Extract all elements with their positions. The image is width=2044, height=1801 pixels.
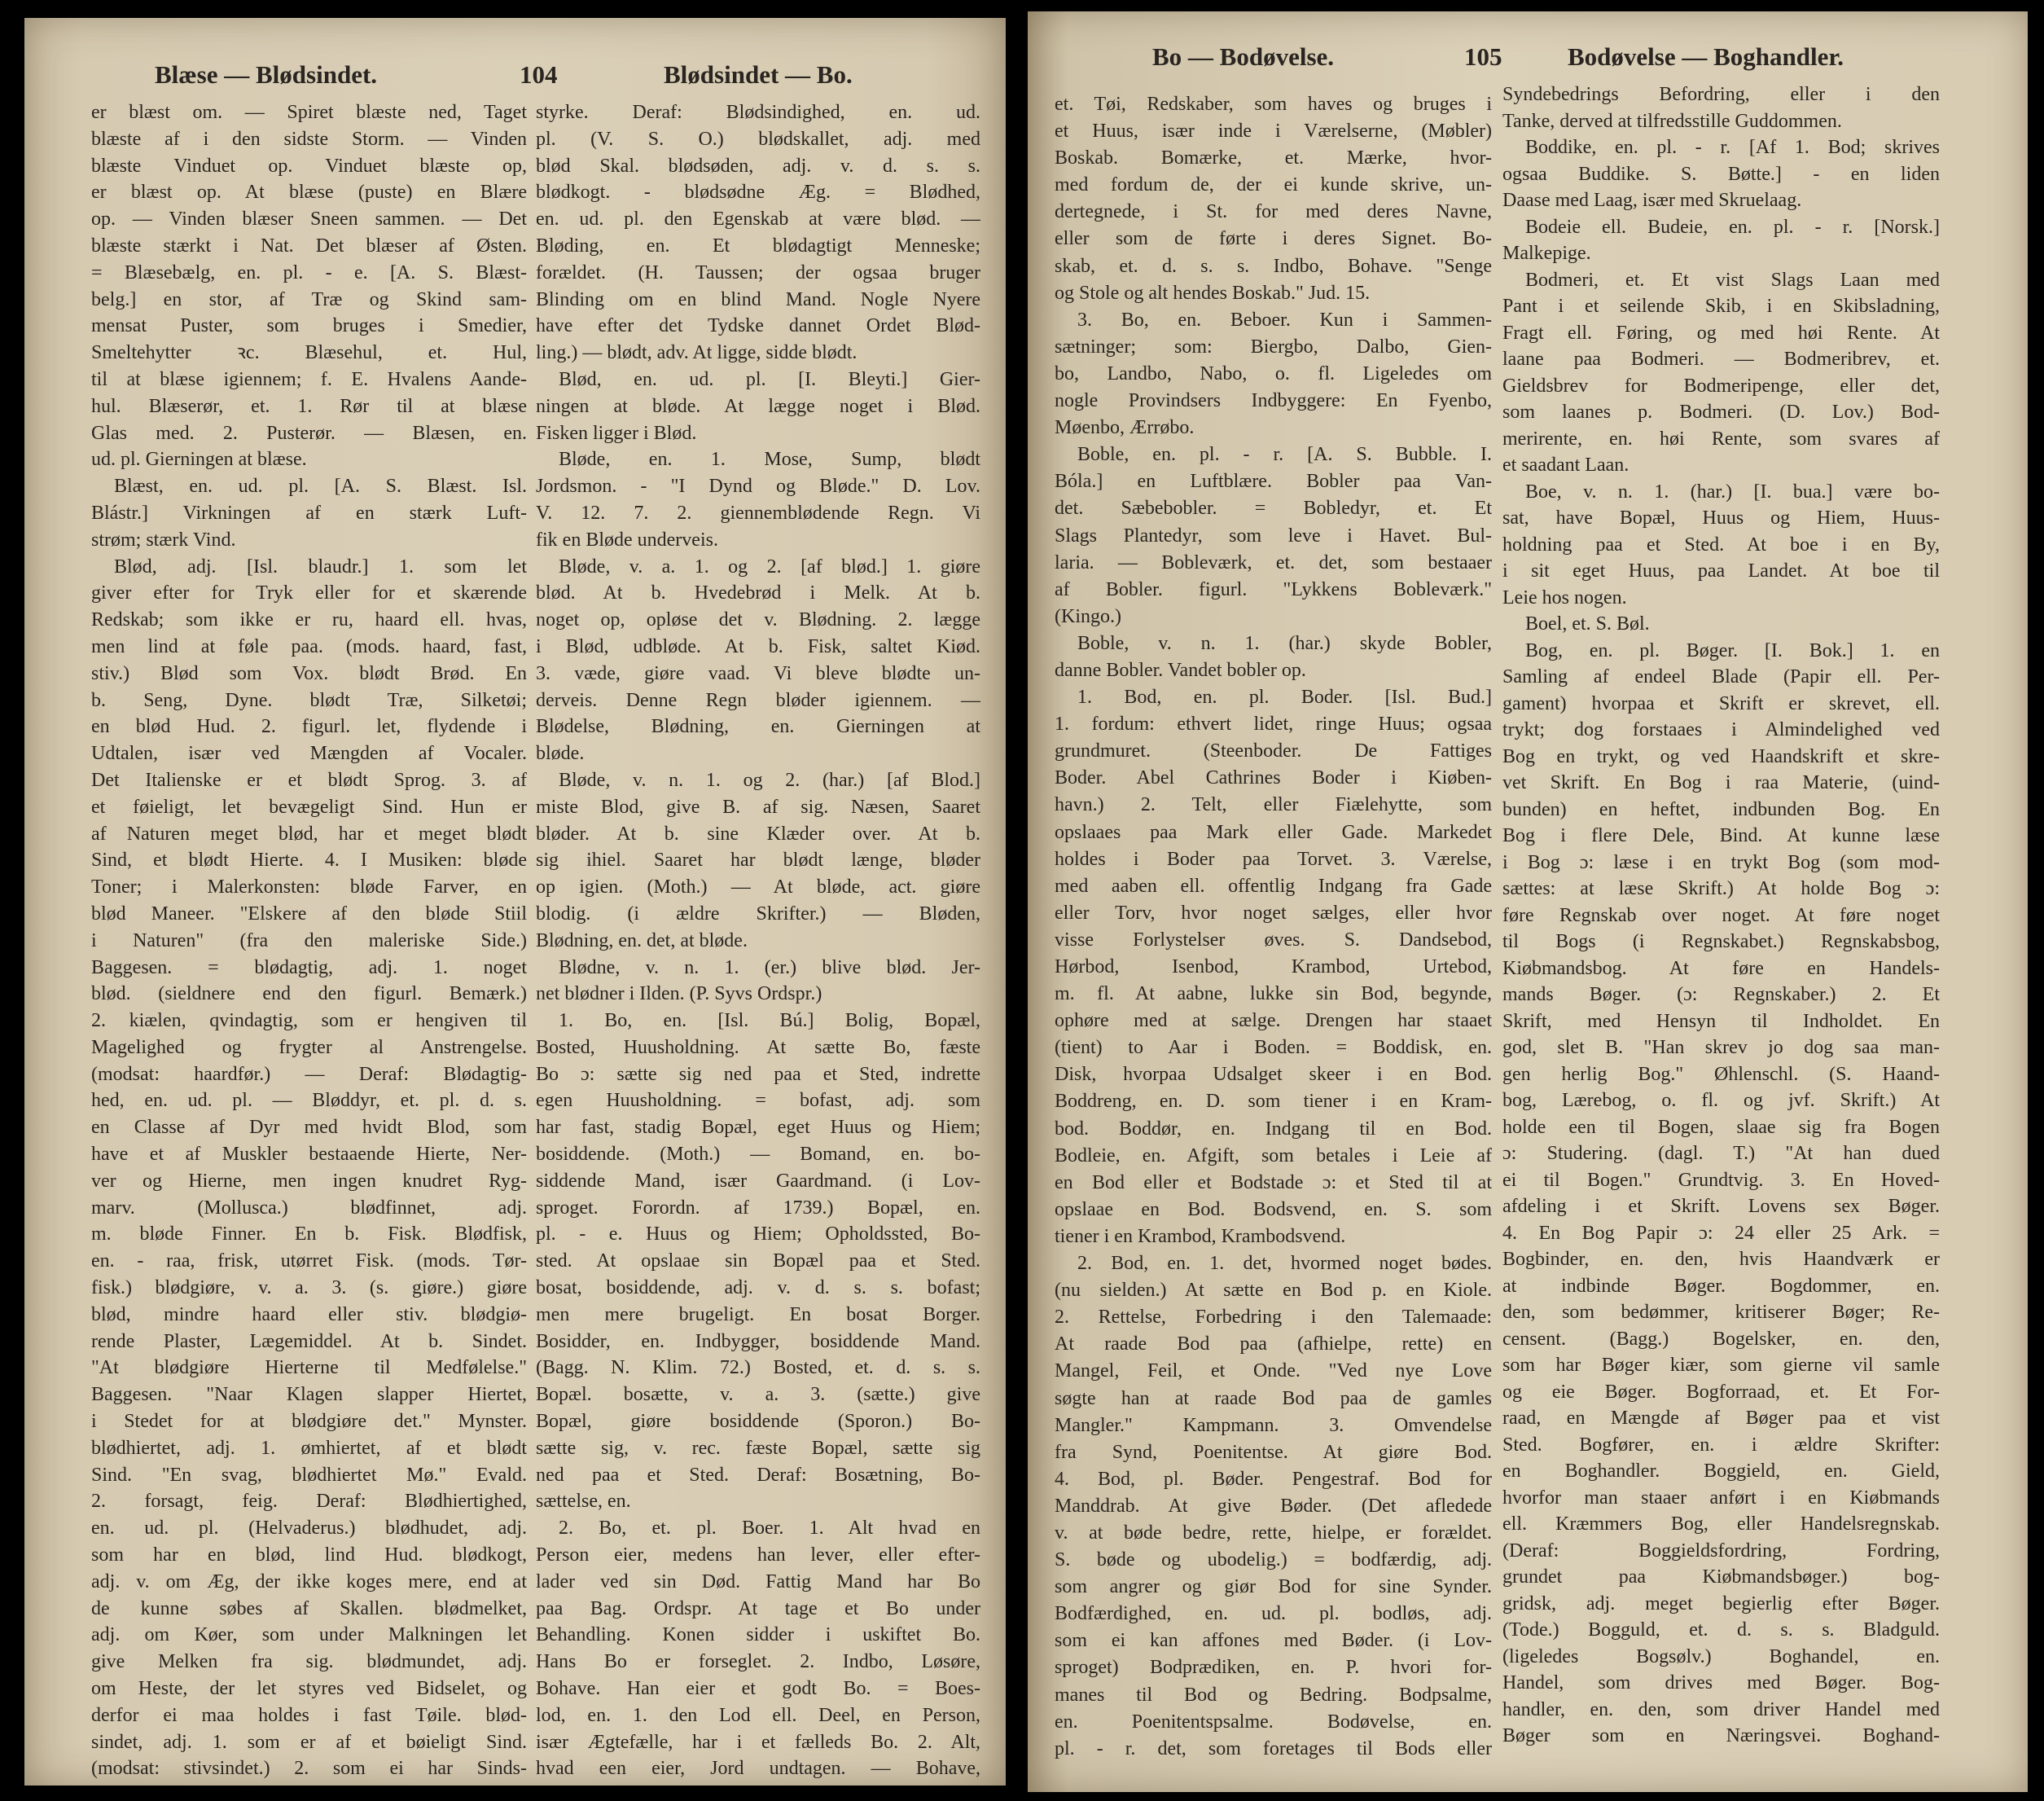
text-line: (tient) to Aar i Boden. = Boddisk, en. xyxy=(1055,1037,1492,1059)
text-line: den, som bedømmer, kritiserer Bøger; Re- xyxy=(1502,1302,1940,1323)
text-line: net blødner i Ilden. (P. Syvs Ordspr.) xyxy=(536,983,822,1005)
text-line: Jordsmon. - "I Dynd og Bløde." D. Lov. xyxy=(536,476,980,498)
text-line: et føieligt, let bevægeligt Sind. Hun er xyxy=(91,796,527,818)
text-line: have efter det Tydske dannet Ordet Blød- xyxy=(536,315,980,337)
running-head-left: Blæse — Blødsindet. xyxy=(155,60,378,89)
text-line: Møenbo, Ærrøbo. xyxy=(1055,417,1195,439)
text-line: eller Torv, hvor noget sælges, eller hvor xyxy=(1055,902,1492,924)
text-line: opslaaes paa Mark eller Gade. Markedet xyxy=(1055,821,1492,843)
text-line: (Tode.) Bogguld, et. d. s. s. Bladguld. xyxy=(1502,1619,1940,1641)
text-line: i Blød, udbløde. At b. Fisk, saltet Kiød. xyxy=(536,635,980,657)
text-line: Bløde, en. 1. Mose, Sump, blødt xyxy=(559,449,980,471)
text-line: men lind at føle paa. (mods. haard, fast, xyxy=(91,635,527,657)
text-line: tiener i en Krambod, Krambodsvend. xyxy=(1055,1225,1346,1247)
text-line: Det Italienske er et blødt Sprog. 3. af xyxy=(91,769,527,791)
text-line: fisk.) blødgiøre, v. a. 3. (s. giøre.) giøre xyxy=(91,1277,527,1299)
text-line: 3. væde, giøre vaad. Vi bleve blødte un- xyxy=(536,662,980,684)
text-line: adj. v. om Æg, der ikke koges mere, end at xyxy=(91,1570,527,1592)
text-line: i Bog ɔ: læse i en trykt Bog (som mod- xyxy=(1502,851,1940,873)
text-line: (ligeledes Bogsølv.) Boghandel, en. xyxy=(1502,1645,1940,1667)
text-line: 3. Bo, en. Beboer. Kun i Sammen- xyxy=(1077,309,1492,331)
text-line: især Ægtefælle, har i et fælleds Bo. 2. Alt, xyxy=(536,1731,980,1753)
text-line: Sind. "En svag, blødhiertet Mø." Evald. xyxy=(91,1464,527,1486)
text-line: grundmuret. (Steenboder. De Fattiges xyxy=(1055,740,1492,762)
left-page xyxy=(24,18,1006,1786)
text-line: ud. pl. Gierningen at blæse. xyxy=(91,449,307,471)
text-line: har fast, stadig Bopæl, eget Huus og Hiem; xyxy=(536,1117,980,1139)
text-line: 4. En Bog Papir ɔ: 24 eller 25 Ark. = xyxy=(1502,1222,1940,1244)
text-line: Bog en trykt, og ved Haandskrift et skre- xyxy=(1502,745,1940,767)
text-line: stiv.) Blød som Vox. blødt Brød. En xyxy=(91,662,527,684)
text-line: (modsat: haardfør.) — Deraf: Blødagtig- xyxy=(91,1063,527,1085)
text-line: (nu sielden.) At sætte en Bod p. en Kiole. xyxy=(1055,1280,1492,1302)
text-line: Glas med. 2. Pusterør. — Blæsen, en. xyxy=(91,422,527,444)
text-line: af Bobler. figurl. "Lykkens Bobleværk." xyxy=(1055,578,1492,600)
text-line: ned paa et Sted. Deraf: Bosætning, Bo- xyxy=(536,1464,980,1486)
text-line: hvad een eier, Jord undtagen. — Bohave, xyxy=(536,1758,980,1780)
text-line: styrke. Deraf: Blødsindighed, en. ud. xyxy=(536,102,980,123)
text-line: føre Regnskab over noget. At føre noget xyxy=(1502,904,1940,926)
text-line: Syndebedrings Befordring, eller i den xyxy=(1502,84,1940,105)
text-line: med aaben ell. offentlig Indgang fra Gade xyxy=(1055,875,1492,897)
text-line: god, slet B. "Han skrev jo dog saa man- xyxy=(1502,1037,1940,1058)
text-line: Blødning, en. det, at bløde. xyxy=(536,929,748,951)
text-line: strøm; stærk Vind. xyxy=(91,529,236,551)
text-line: siddende Mand, især Gaardmand. (i Lov- xyxy=(536,1170,980,1192)
running-head-right: Bodøvelse — Boghandler. xyxy=(1568,42,1844,71)
text-line: Handel, som drives med Bøger. Bog- xyxy=(1502,1672,1940,1693)
text-line: sproget) Bodprædiken, en. P. hvori for- xyxy=(1055,1657,1492,1679)
text-line: hed, en. ud. pl. — Bløddyr, et. pl. d. s. xyxy=(91,1090,527,1112)
text-line: trykt; dog forstaaes i Almindelighed ved xyxy=(1502,719,1940,740)
text-line: Malkepige. xyxy=(1502,243,1591,264)
text-line: holdes i Boder paa Torvet. 3. Værelse, xyxy=(1055,848,1492,870)
text-line: en. ud. pl. (Helvaderus.) blødhudet, adj. xyxy=(91,1518,527,1540)
text-line: dertegnede, i St. for med deres Navne, xyxy=(1055,201,1492,223)
text-line: blød. (sieldnere end den figurl. Bemærk.) xyxy=(91,983,527,1005)
text-line: Hans Bo er forseglet. 2. Indbo, Løsøre, xyxy=(536,1651,980,1673)
text-line: Bog, en. pl. Bøger. [I. Bok.] 1. en xyxy=(1525,639,1940,661)
text-line: Bløding, en. Et blødagtigt Menneske; xyxy=(536,235,980,257)
text-line: 1. Bo, en. [Isl. Bú.] Bolig, Bopæl, xyxy=(559,1010,980,1032)
text-line: lader ved sin Død. Fattig Mand har Bo xyxy=(536,1570,980,1592)
text-line: "At blødgiøre Hierterne til Medfølelse." xyxy=(91,1357,527,1379)
text-line: en Classe af Dyr med hvidt Blod, som xyxy=(91,1117,527,1139)
text-line: Kiøbmandsbog. At føre en Handels- xyxy=(1502,957,1940,979)
text-line: 1. fordum: ethvert lidet, ringe Huus; ogsaa xyxy=(1055,714,1492,736)
text-line: søgte han at raade Bod paa de gamles xyxy=(1055,1387,1492,1409)
text-line: en. ud. pl. den Egenskab at være blød. — xyxy=(536,209,980,231)
text-line: v. at bøde bedre, rette, hielpe, er forældet. xyxy=(1055,1522,1492,1544)
text-line: pl. - r. det, som foretages til Bods eller xyxy=(1055,1737,1492,1759)
text-line: en Boghandler. Boggield, en. Gield, xyxy=(1502,1461,1940,1482)
text-line: Bosidder, en. Indbygger, bosiddende Mand. xyxy=(536,1330,980,1352)
text-line: holdning paa et Sted. At boe i en By, xyxy=(1502,534,1940,556)
text-line: gen herlig Bog." Øhlenschl. (S. Haand- xyxy=(1502,1063,1940,1085)
text-line: Bo ɔ: sætte sig ned paa et Sted, indrette xyxy=(536,1063,980,1085)
text-line: en Bod eller et Bodstade ɔ: et Sted til at xyxy=(1055,1171,1492,1193)
column-3 xyxy=(1055,91,1492,1763)
text-line: sætte sig, v. rec. fæste Bopæl, sætte sig xyxy=(536,1437,980,1459)
text-line: bløder. At b. sine Klæder over. At b. xyxy=(536,823,980,845)
text-line: Bøger som en Næringsvei. Boghand- xyxy=(1502,1725,1940,1746)
text-line: Boble, v. n. 1. (har.) skyde Bobler, xyxy=(1077,632,1492,654)
column-1 xyxy=(91,99,527,1782)
text-line: bløde. xyxy=(536,743,585,765)
text-line: Bløde, v. n. 1. og 2. (har.) [af Blod.] xyxy=(559,769,980,791)
text-line: sætninger; som: Biergbo, Dalbo, Gien- xyxy=(1055,336,1492,358)
text-line: af Naturen meget blød, har et meget blødt xyxy=(91,823,527,845)
text-line: V. 12. 7. 2. giennemblødende Regn. Vi xyxy=(536,502,980,524)
text-line: i Naturen" (fra den maleriske Side.) xyxy=(91,929,527,951)
text-line: Boe, v. n. 1. (har.) [I. bua.] være bo- xyxy=(1525,481,1940,503)
text-line: et Huus, især inde i Værelserne, (Møbler) xyxy=(1055,121,1492,143)
running-head-left: Bo — Bodøvelse. xyxy=(1152,42,1335,71)
text-line: Blødne, v. n. 1. (er.) blive blød. Jer- xyxy=(559,956,980,978)
text-line: 2. Bod, en. 1. det, hvormed noget bødes. xyxy=(1077,1253,1492,1275)
text-line: Baggesen. "Naar Klagen slapper Hiertet, xyxy=(91,1384,527,1406)
text-line: Disk, hvorpaa Udsalget skeer i en Bod. xyxy=(1055,1064,1492,1086)
text-line: ɔ: Studering. (dagl. T.) "At han dued xyxy=(1502,1143,1940,1164)
text-line: fik en Bløde underveis. xyxy=(536,529,718,551)
text-line: fra Synd, Poenitentse. At giøre Bod. xyxy=(1055,1441,1492,1463)
text-line: eller som de førte i deres Signet. Bo- xyxy=(1055,228,1492,250)
text-line: mensat Puster, som bruges i Smedier, xyxy=(91,315,527,337)
text-line: med fordum de, der ei kunde skrive, un- xyxy=(1055,174,1492,196)
text-line: 1. Bod, en. pl. Boder. [Isl. Bud.] xyxy=(1077,687,1492,709)
text-line: Bogbinder, en. den, hvis Haandværk er xyxy=(1502,1249,1940,1270)
text-line: sættelse, en. xyxy=(536,1491,631,1513)
text-line: bosiddende. (Moth.) — Bomand, en. bo- xyxy=(536,1144,980,1166)
text-line: gridsk, adj. meget begierlig efter Bøger. xyxy=(1502,1592,1940,1614)
text-line: censent. (Bagg.) Bogelsker, en. den, xyxy=(1502,1328,1940,1350)
text-line: hvorfor man staaer anført i en Kiøbmands xyxy=(1502,1487,1940,1509)
text-line: merirente, en. høi Rente, som svares af xyxy=(1502,428,1940,450)
text-line: At raade Bod paa (afhielpe, rette) en xyxy=(1055,1333,1492,1355)
text-line: handler, en. den, som driver Handel med xyxy=(1502,1698,1940,1720)
text-line: Bodfærdighed, en. ud. pl. bodløs, adj. xyxy=(1055,1603,1492,1625)
text-line: en. - raa, frisk, utørret Fisk. (mods. Tør- xyxy=(91,1250,527,1272)
text-line: Fisken ligger i Blød. xyxy=(536,422,697,444)
text-line: holde een til Bogen, slaae sig fra Bogen xyxy=(1502,1116,1940,1138)
text-line: som laanes p. Bodmeri. (D. Lov.) Bod- xyxy=(1502,402,1940,423)
text-line: Bodleie, en. Afgift, som betales i Leie af xyxy=(1055,1144,1492,1166)
text-line: mands Bøger. (ɔ: Regnskaber.) 2. Et xyxy=(1502,984,1940,1005)
text-line: Mangel, Feil, et Onde. "Ved nye Love xyxy=(1055,1360,1492,1382)
text-line: sproget. Forordn. af 1739.) Bopæl, en. xyxy=(536,1197,980,1219)
text-line: visse Forlystelser øves. S. Dandsebod, xyxy=(1055,929,1492,951)
text-line: raad, en Mængde af Bøger paa et vist xyxy=(1502,1408,1940,1429)
text-line: Boder. Abel Cathrines Boder i Kiøben- xyxy=(1055,767,1492,789)
text-line: men mere brugeligt. En bosat Borger. xyxy=(536,1303,980,1325)
text-line: de kunne søbes af Skallen. blødmelket, xyxy=(91,1597,527,1619)
text-line: bod. Boddør, en. Indgang til en Bod. xyxy=(1055,1118,1492,1140)
text-line: blæste af i den sidste Storm. — Vinden xyxy=(91,128,527,150)
text-line: ling.) — blødt, adv. At ligge, sidde blødt. xyxy=(536,342,858,364)
text-line: det. Sæbebobler. = Bobledyr, et. Et xyxy=(1055,498,1492,520)
text-line: som har Bøger kiær, som gierne vil samle xyxy=(1502,1355,1940,1376)
text-line: Blødelse, Blødning, en. Gierningen at xyxy=(536,716,980,738)
text-line: afdeling i et Skrift. Lovens sex Bøger. xyxy=(1502,1196,1940,1217)
text-line: ningen at bløde. At lægge noget i Blød. xyxy=(536,395,980,417)
text-line: Hørbod, Isenbod, Krambod, Urtebod, xyxy=(1055,956,1492,977)
text-line: blød Skal. blødsøden, adj. v. d. s. s. xyxy=(536,155,980,177)
text-line: Manddrab. At give Bøder. (Det afledede xyxy=(1055,1495,1492,1517)
text-line: egen Huusholdning. = bofast, adj. som xyxy=(536,1090,980,1112)
text-line: (Deraf: Boggieldsfordring, Fordring, xyxy=(1502,1540,1940,1562)
text-line: laane paa Bodmeri. — Bodmeribrev, et. xyxy=(1502,349,1940,370)
text-line: Tanke, derved at tilfredsstille Guddommen. xyxy=(1502,110,1842,132)
text-line: noget op, opløse det v. Blødning. 2. lægge xyxy=(536,609,980,631)
text-line: sættes: at læse Skrift.) At holde Bog ɔ: xyxy=(1502,878,1940,899)
text-line: Person eier, medens han lever, eller efter- xyxy=(536,1544,980,1566)
text-line: at indbinde Bøger. Bogdommer, en. xyxy=(1502,1275,1940,1297)
text-line: paa Bag. Ordspr. At tage et Bo under xyxy=(536,1597,980,1619)
text-line: miste Blod, give B. af sig. Næsen, Saaret xyxy=(536,796,980,818)
text-line: Baggesen. = blødagtig, adj. 1. noget xyxy=(91,956,527,978)
text-line: 2. kiælen, qvindagtig, som er hengiven til xyxy=(91,1010,527,1032)
text-line: derfor ei maa holdes i fast Tøile. blød- xyxy=(91,1704,527,1726)
text-line: op. — Vinden blæser Sneen sammen. — Det xyxy=(91,209,527,231)
text-line: ophøre med at sælge. Drengen har staaet xyxy=(1055,1010,1492,1032)
text-line: ver og Hierne, men ingen knudret Ryg- xyxy=(91,1170,527,1192)
text-line: belg.] en stor, af Træ og Skind sam- xyxy=(91,288,527,310)
text-line: bosat, bosiddende, adj. v. d. s. s. bofast; xyxy=(536,1277,980,1299)
text-line: Bohave. Han eier et godt Bo. = Boes- xyxy=(536,1678,980,1700)
text-line: Smeltehytter ꝛc. Blæsehul, et. Hul, xyxy=(91,342,527,364)
text-line: sted. At opslaae sin Bopæl paa et Sted. xyxy=(536,1250,980,1272)
text-line: Magelighed og frygter al Anstrengelse. xyxy=(91,1036,527,1058)
text-line: Daase med Laag, især med Skruelaag. xyxy=(1502,190,1802,211)
text-line: nogle Provindsers Indbyggere: En Fyenbo, xyxy=(1055,390,1492,412)
text-line: Blinding om en blind Mand. Nogle Nyere xyxy=(536,288,980,310)
text-line: gament) hvorpaa et Skrift er skrevet, ell. xyxy=(1502,692,1940,714)
text-line: grundet paa Kiøbmandsbøger.) bog- xyxy=(1502,1566,1940,1588)
text-line: Blød, adj. [Isl. blaudr.] 1. som let xyxy=(114,556,527,578)
text-line: op igien. (Moth.) — At bløde, act. giøre xyxy=(536,876,980,898)
text-line: Bodeie ell. Budeie, en. pl. - r. [Norsk.] xyxy=(1525,216,1940,238)
text-line: sindet, adj. 1. som er af et bøieligt Sind. xyxy=(91,1731,527,1753)
text-line: og Stole og alt hendes Boskab." Jud. 15. xyxy=(1055,282,1371,304)
text-line: sig ihiel. Saaret har blødt længe, bløder xyxy=(536,850,980,872)
text-line: Toner; i Malerkonsten: bløde Farver, en xyxy=(91,876,527,898)
text-line: lod, en. 1. den Lod ell. Deel, en Person, xyxy=(536,1704,980,1726)
text-line: til Bogs (i Regnskabet.) Regnskabsbog, xyxy=(1502,931,1940,952)
text-line: = Blæsebælg, en. pl. - e. [A. S. Blæst- xyxy=(91,261,527,283)
text-line: som har en blød, lind Hud. blødkogt, xyxy=(91,1544,527,1566)
text-line: blød Maneer. "Elskere af den bløde Stiil xyxy=(91,903,527,925)
text-line: blødhiertet, adj. 1. ømhiertet, af et blødt xyxy=(91,1437,527,1459)
text-line: adj. om Køer, som under Malkningen let xyxy=(91,1624,527,1646)
text-line: Boddreng, en. D. som tiener i en Kram- xyxy=(1055,1091,1492,1113)
text-line: S. bøde og ubodelig.) = bodfærdig, adj. xyxy=(1055,1549,1492,1571)
text-line: 2. forsagt, feig. Deraf: Blødhiertighed, xyxy=(91,1491,527,1513)
text-line: en blød Hud. 2. figurl. let, flydende i xyxy=(91,716,527,738)
text-line: blød. At b. Hvedebrød i Melk. At b. xyxy=(536,582,980,604)
text-line: bo, Landbo, Nabo, o. fl. Ligeledes om xyxy=(1055,362,1492,384)
text-line: Boble, en. pl. - r. [A. S. Bubble. I. xyxy=(1077,444,1492,466)
text-line: Pant i et seilende Skib, i en Skibsladning, xyxy=(1502,296,1940,317)
text-line: Boel, et. S. Bøl. xyxy=(1525,613,1650,635)
text-line: derveis. Denne Regn bløder igiennem. — xyxy=(536,689,980,711)
text-line: rende Plaster, Lægemiddel. At b. Sindet. xyxy=(91,1330,527,1352)
text-line: vet Skrift. En Bog i raa Materie, (uind- xyxy=(1502,772,1940,793)
text-line: m. bløde Finner. En b. Fisk. Blødfisk, xyxy=(91,1223,527,1245)
text-line: Gieldsbrev for Bodmeripenge, eller det, xyxy=(1502,375,1940,397)
text-line: 2. Rettelse, Forbedring i den Talemaade: xyxy=(1055,1307,1492,1329)
text-line: Bóla.] en Luftblære. Bobler paa Van- xyxy=(1055,471,1492,493)
text-line: i Stedet for at blødgiøre det." Mynster. xyxy=(91,1411,527,1433)
text-line: blodig. (i ældre Skrifter.) — Bløden, xyxy=(536,903,980,925)
text-line: (Kingo.) xyxy=(1055,605,1121,627)
text-line: ell. Kræmmers Bog, eller Handelsregnskab. xyxy=(1502,1513,1940,1535)
text-line: sat, have Bopæl, Huus og Hiem, Huus- xyxy=(1502,507,1940,529)
column-4 xyxy=(1502,81,1940,1750)
text-line: Udtalen, især ved Mængden af Vocaler. xyxy=(91,743,527,765)
text-line: give Melken fra sig. blødmundet, adj. xyxy=(91,1651,527,1673)
text-line: Skrift, med Hensyn til Indholdet. En xyxy=(1502,1010,1940,1032)
text-line: Bopæl. bosætte, v. a. 3. (sætte.) give xyxy=(536,1384,980,1406)
text-line: hul. Blæserør, et. 1. Rør til at blæse xyxy=(91,395,527,417)
text-line: b. Seng, Dyne. blødt Træ, Silketøi; xyxy=(91,689,527,711)
text-line: Mangler." Kampmann. 3. Omvendelse xyxy=(1055,1414,1492,1436)
text-line: blød, mindre haard eller stiv. blødgiø- xyxy=(91,1303,527,1325)
text-line: m. fl. At aabne, lukke sin Bod, begynde, xyxy=(1055,983,1492,1005)
text-line: Bosted, Huusholdning. At sætte Bo, fæste xyxy=(536,1036,980,1058)
text-line: et. Tøi, Redskaber, som haves og bruges i xyxy=(1055,94,1492,115)
text-line: til at blæse igiennem; f. E. Hvalens Aande- xyxy=(91,368,527,390)
text-line: blødkogt. - blødsødne Æg. = Blødhed, xyxy=(536,182,980,204)
text-line: 4. Bod, pl. Bøder. Pengestraf. Bod for xyxy=(1055,1468,1492,1490)
text-line: Bodmeri, et. Et vist Slags Laan med xyxy=(1525,269,1940,291)
text-line: Bog i flere Dele, Bind. At kunne læse xyxy=(1502,825,1940,846)
text-line: giver efter for Tryk eller for et skærende xyxy=(91,582,527,604)
text-line: om Heste, der let styres ved Bidselet, og xyxy=(91,1678,527,1700)
page-number: 104 xyxy=(520,60,558,89)
text-line: ogsaa Buddike. S. Bøtte.] - en liden xyxy=(1502,163,1940,185)
text-line: (Bagg. N. Klim. 72.) Bosted, et. d. s. s. xyxy=(536,1357,980,1379)
text-line: som ei kan affones med Bøder. (i Lov- xyxy=(1055,1630,1492,1652)
text-line: Behandling. Konen sidder i uskiftet Bo. xyxy=(536,1624,980,1646)
text-line: opslaae en Bod. Bodsvend, en. S. som xyxy=(1055,1198,1492,1220)
text-line: i sit eget Huus, paa Landet. At boe til xyxy=(1502,560,1940,582)
text-line: et saadant Laan. xyxy=(1502,455,1629,476)
text-line: Samling af endeel Blade (Papir ell. Per- xyxy=(1502,666,1940,687)
running-head-right: Blødsindet — Bo. xyxy=(664,60,853,89)
text-line: Sted. Bogfører, en. i ældre Skrifter: xyxy=(1502,1434,1940,1456)
text-line: Fragt ell. Føring, og med høi Rente. At xyxy=(1502,322,1940,344)
text-line: blæste Vinduet op. Vinduet blæste op, xyxy=(91,155,527,177)
text-line: bog, Lærebog, o. fl. og jvf. Skrift.) At xyxy=(1502,1090,1940,1111)
text-line: bunden) en heftet, indbunden Bog. En xyxy=(1502,798,1940,820)
right-page xyxy=(1028,11,2028,1792)
page-number: 105 xyxy=(1464,42,1502,71)
text-line: Leie hos nogen. xyxy=(1502,586,1627,608)
text-line: manes til Bod og Bedring. Bodpsalme, xyxy=(1055,1684,1492,1706)
text-line: er blæst om. — Spiret blæste ned, Taget xyxy=(91,102,527,123)
text-line: have et af Muskler bestaaende Hierte, Ner- xyxy=(91,1144,527,1166)
text-line: Boskab. Bomærke, et. Mærke, hvor- xyxy=(1055,147,1492,169)
text-line: er blæst op. At blæse (puste) en Blære xyxy=(91,182,527,204)
text-line: Bopæl, giøre bosiddende (Sporon.) Bo- xyxy=(536,1411,980,1433)
text-line: som angrer og giør Bod for sine Synder. xyxy=(1055,1576,1492,1598)
text-line: blæste stærkt i Nat. Det blæser af Østen. xyxy=(91,235,527,257)
text-line: (modsat: stivsindet.) 2. som ei har Sinds- xyxy=(91,1758,527,1780)
text-line: danne Bobler. Vandet bobler op. xyxy=(1055,659,1306,681)
text-line: havn.) 2. Telt, eller Fiælehytte, som xyxy=(1055,794,1492,816)
text-line: pl. (V. S. O.) blødskallet, adj. med xyxy=(536,128,980,150)
text-line: forældet. (H. Taussen; der ogsaa bruger xyxy=(536,261,980,283)
text-line: Blæst, en. ud. pl. [A. S. Blæst. Isl. xyxy=(114,476,527,498)
text-line: Bløde, v. a. 1. og 2. [af blød.] 1. giøre xyxy=(559,556,980,578)
text-line: Boddike, en. pl. - r. [Af 1. Bod; skrives xyxy=(1525,137,1940,158)
text-line: og eie Bøger. Bogforraad, et. Et For- xyxy=(1502,1381,1940,1403)
text-line: 2. Bo, et. pl. Boer. 1. Alt hvad en xyxy=(559,1518,980,1540)
text-line: Sind, et blødt Hierte. 4. I Musiken: bløde xyxy=(91,850,527,872)
text-line: en. Poenitentspsalme. Bodøvelse, en. xyxy=(1055,1711,1492,1733)
text-line: marv. (Mollusca.) blødfinnet, adj. xyxy=(91,1197,527,1219)
column-2 xyxy=(536,99,980,1782)
text-line: ei til Bogen." Grundtvig. 3. En Hoved- xyxy=(1502,1169,1940,1191)
text-line: laria. — Bobleværk, et. det, som bestaaer xyxy=(1055,551,1492,573)
text-line: Blød, en. ud. pl. [I. Bleyti.] Gier- xyxy=(559,368,980,390)
text-line: Redskab; som ikke er ru, haard ell. hvas, xyxy=(91,609,527,631)
text-line: pl. - e. Huus og Hiem; Opholdssted, Bo- xyxy=(536,1223,980,1245)
text-line: skab, et. d. s. s. Indbo, Bohave. "Senge xyxy=(1055,255,1492,277)
text-line: Slags Plantedyr, som leve i Havet. Bul- xyxy=(1055,525,1492,547)
text-line: Blástr.] Virkningen af en stærk Luft- xyxy=(91,502,527,524)
